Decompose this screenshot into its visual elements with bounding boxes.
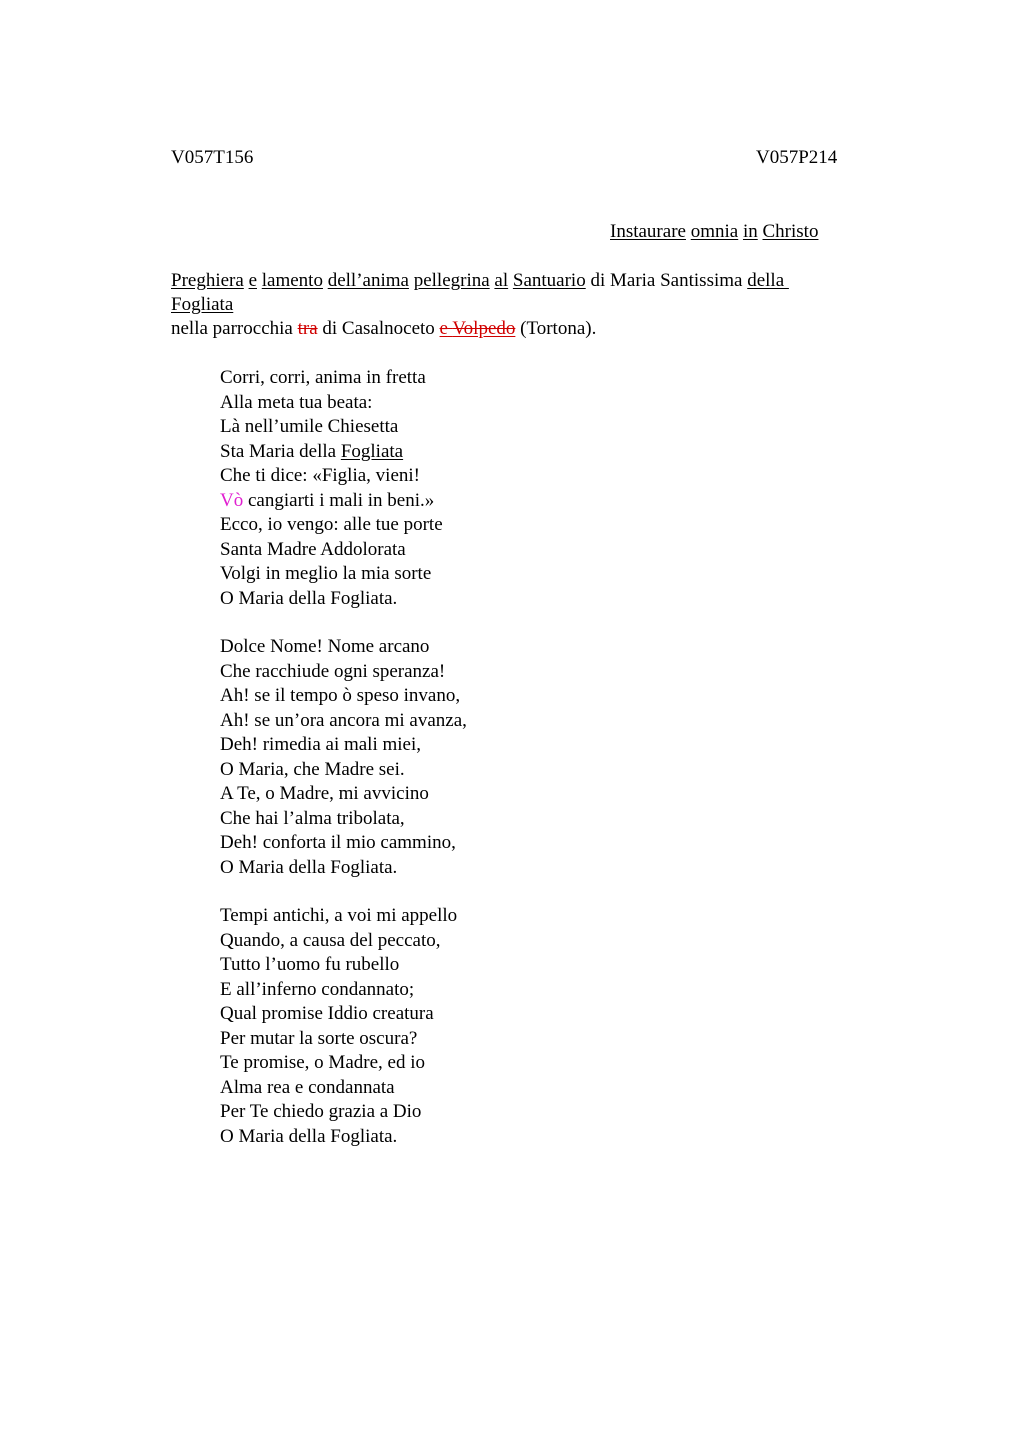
motto-word: Instaurare bbox=[610, 221, 686, 242]
title-word: dell’anima bbox=[327, 270, 409, 291]
verse-line: Santa Madre Addolorata bbox=[220, 538, 406, 560]
verse-line: Tempi antichi, a voi mi appello bbox=[220, 905, 458, 926]
deleted-text: Volpedo bbox=[452, 318, 516, 339]
verse-line: Per Te chiedo grazia a Dio bbox=[220, 1101, 422, 1122]
verse-line: Che racchiude ogni speranza! bbox=[220, 660, 446, 682]
title-text: di Casalnoceto bbox=[317, 318, 440, 339]
verse-line: Là nell’umile Chiesetta bbox=[220, 416, 399, 437]
inserted-text: Vò bbox=[220, 489, 244, 511]
verse-text: Sta Maria della bbox=[220, 440, 341, 462]
header-right-code: V057P214 bbox=[756, 147, 838, 168]
deleted-text: tra bbox=[297, 318, 318, 339]
title-word: e bbox=[248, 270, 257, 291]
verse-line: Ah! se un’ora ancora mi avanza, bbox=[220, 709, 467, 731]
title-text: (Tortona). bbox=[515, 318, 597, 339]
verse-line: Corri, corri, anima in fretta bbox=[220, 367, 426, 388]
motto-word: omnia bbox=[690, 221, 739, 242]
verse-line: Quando, a causa del peccato, bbox=[220, 929, 441, 951]
verse-line: Per mutar la sorte oscura? bbox=[220, 1027, 418, 1049]
title-word: lamento bbox=[261, 270, 323, 291]
title-word: della bbox=[747, 270, 789, 291]
title-line-1 bbox=[171, 269, 789, 293]
verse-line: O Maria, che Madre sei. bbox=[220, 758, 405, 780]
title-word: al bbox=[494, 270, 509, 291]
verse-line: E all’inferno condannato; bbox=[220, 978, 415, 1000]
deleted-text: e bbox=[439, 318, 448, 339]
verse-line: Che hai l’alma tribolata, bbox=[220, 807, 405, 829]
stanza-1 bbox=[220, 366, 443, 611]
verse-line: Tutto l’uomo fu rubello bbox=[220, 954, 400, 975]
title-line-3 bbox=[171, 317, 596, 341]
verse-line: Qual promise Iddio creatura bbox=[220, 1003, 434, 1024]
verse-line: O Maria della Fogliata. bbox=[220, 856, 398, 878]
title-word: pellegrina bbox=[413, 270, 490, 291]
verse-line: Ah! se il tempo ò speso invano, bbox=[220, 685, 461, 706]
verse-line: A Te, o Madre, mi avvicino bbox=[220, 783, 429, 804]
verse-line: Te promise, o Madre, ed io bbox=[220, 1052, 425, 1073]
header-left-code: V057T156 bbox=[171, 147, 254, 168]
verse-line bbox=[220, 489, 443, 514]
verse-line: Volgi in meglio la mia sorte bbox=[220, 563, 432, 584]
verse-line: Deh! conforta il mio cammino, bbox=[220, 832, 456, 853]
title-word: Santuario bbox=[512, 270, 586, 291]
verse-line: Alma rea e condannata bbox=[220, 1076, 395, 1098]
motto-word: Christo bbox=[762, 221, 819, 242]
stanza-3 bbox=[220, 904, 457, 1149]
motto bbox=[610, 220, 818, 244]
motto-word: in bbox=[742, 221, 758, 242]
verse-text: cangiarti i mali in beni.» bbox=[243, 489, 435, 511]
stanza-2 bbox=[220, 635, 467, 880]
title-word: Preghiera bbox=[171, 270, 244, 291]
verse-line: Ecco, io vengo: alle tue porte bbox=[220, 514, 443, 535]
verse-text-underlined: Fogliata bbox=[340, 440, 404, 462]
verse-line: Che ti dice: «Figlia, vieni! bbox=[220, 465, 420, 486]
verse-line bbox=[220, 440, 443, 465]
verse-line: Deh! rimedia ai mali miei, bbox=[220, 734, 422, 755]
title-word: Fogliata bbox=[171, 294, 234, 315]
title-text: nella parrocchia bbox=[171, 318, 298, 339]
verse-line: Alla meta tua beata: bbox=[220, 391, 373, 413]
verse-line: Dolce Nome! Nome arcano bbox=[220, 636, 430, 657]
verse-line: O Maria della Fogliata. bbox=[220, 587, 398, 609]
title-line-2 bbox=[171, 293, 233, 317]
title-plain-text: di Maria Santissima bbox=[590, 270, 743, 291]
verse-line: O Maria della Fogliata. bbox=[220, 1125, 398, 1147]
